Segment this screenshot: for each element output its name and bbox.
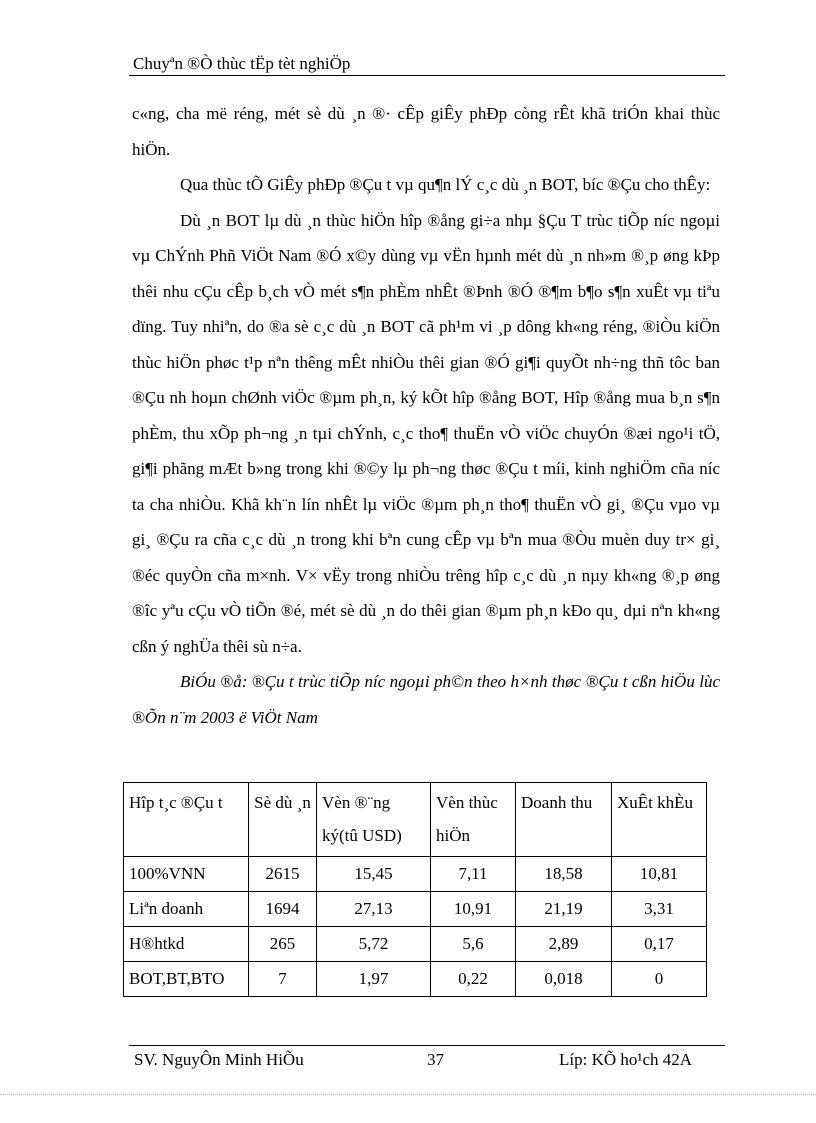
table-cell: 7 [249, 962, 317, 997]
paragraph-1: c«ng, cha më réng, mét sè dù ¸n ®· cÊp giÊy phÐp còng rÊt khã triÓn khai thùc hiÖn. [132, 104, 720, 159]
table-cell: 5,6 [431, 927, 516, 962]
table-cell: 15,45 [317, 857, 431, 892]
table-row [124, 927, 707, 962]
table-row [124, 892, 707, 927]
data-table-container [123, 782, 707, 997]
table-cell: 5,72 [317, 927, 431, 962]
table-cell: BOT,BT,BTO [124, 962, 249, 997]
table-cell: 1,97 [317, 962, 431, 997]
table-cell: 2615 [249, 857, 317, 892]
header-cell: Sè dù ¸n [249, 783, 317, 857]
footer-class: Líp: KÕ ho¹ch 42A [559, 1050, 693, 1069]
investment-table [123, 782, 707, 997]
table-cell: H®htkd [124, 927, 249, 962]
table-cell: 265 [249, 927, 317, 962]
table-cell: Liªn doanh [124, 892, 249, 927]
table-cell: 10,81 [612, 857, 707, 892]
table-cell: 1694 [249, 892, 317, 927]
table-cell: 0 [612, 962, 707, 997]
table-cell: 3,31 [612, 892, 707, 927]
table-cell: 7,11 [431, 857, 516, 892]
table-cell: 27,13 [317, 892, 431, 927]
header-cell: XuÊt khÈu [612, 783, 707, 857]
header-cell: Hîp t¸c ®Çu t [124, 783, 249, 857]
table-cell: 10,91 [431, 892, 516, 927]
table-cell: 18,58 [516, 857, 612, 892]
paragraph-2: Qua thùc tÕ GiÊy phÐp ®Çu t vµ qu¶n lÝ c¸c dù ¸n BOT, bíc ®Çu cho thÊy: [180, 175, 711, 194]
table-cell: 100%VNN [124, 857, 249, 892]
table-row [124, 857, 707, 892]
footer-divider [129, 1045, 725, 1046]
table-cell: 0,018 [516, 962, 612, 997]
table-row [124, 962, 707, 997]
table-header-row [124, 783, 707, 857]
document-body [132, 96, 720, 735]
header-cell: Doanh thu [516, 783, 612, 857]
table-cell: 0,22 [431, 962, 516, 997]
page-header-title: Chuyªn ®Ò thùc tËp tèt nghiÖp [133, 54, 351, 73]
footer-page-number: 37 [427, 1050, 444, 1069]
table-cell: 0,17 [612, 927, 707, 962]
table-cell: 2,89 [516, 927, 612, 962]
page-bottom-edge [0, 1094, 816, 1095]
paragraph-3: Dù ¸n BOT lµ dù ¸n thùc hiÖn hîp ®ång gi÷a nhµ §Çu T trùc tiÕp níc ngoµi vµ ChÝnh Phñ ViÖt Nam ®Ó x©y dùng vµ vËn hµnh mét dù ¸n nh»m ®¸p øng kÞp thêi nhu cÇu cÊp b¸ch vÒ mét s¶n phÈm nhÊt ®Þnh ®Ó ®¶m b¶o s¶n xuÊt vµ tiªu dïng. Tuy nhiªn, do ®a sè c¸c dù ¸n BOT cã ph¹m vi ¸p dông kh«ng réng, ®iÒu kiÖn thùc hiÖn phøc t¹p nªn thêng mÊt nhiÒu thêi gian ®Ó gi¶i quyÕt nh÷ng thñ tôc ban ®Çu nh hoµn chØnh viÖc ®µm ph¸n, ký kÕt hîp ®ång BOT, Hîp ®ång mua b¸n s¶n phÈm, thu xÕp ph¬ng ¸n tµi chÝnh, c¸c tho¶ thuËn vÒ viÖc chuyÓn ®æi ngo¹i tÖ, gi¶i phãng mÆt b»ng trong khi ®©y lµ ph¬ng thøc ®Çu t míi, kinh nghiÖm cña níc ta cha nhiÒu. Khã kh¨n lín nhÊt lµ viÖc ®µm ph¸n tho¶ thuËn vÒ gi¸ ®Çu vµo vµ gi¸ ®Çu ra cña c¸c dù ¸n trong khi bªn cung cÊp vµ bªn mua ®Òu muèn duy tr× gi¸ ®éc quyÒn cña m×nh. V× vËy trong nhiÒu trêng hîp c¸c dù ¸n nµy kh«ng ®¸p øng ®îc yªu cÇu vÒ tiÕn ®é, mét sè dù ¸n do thêi gian ®µm ph¸n kÐo qu¸ dµi nªn kh«ng cßn ý nghÜa thêi sù n÷a. [132, 210, 720, 656]
header-cell: Vèn ®¨ng ký(tû USD) [317, 783, 431, 857]
table-caption: BiÓu ®å: ®Çu t trùc tiÕp níc ngoµi ph©n theo h×nh thøc ®Çu t cßn hiÖu lùc ®Õn n¨m 2003 ë ViÖt Nam [132, 672, 720, 727]
header-divider [129, 75, 725, 76]
footer-author: SV. NguyÔn Minh HiÕu [134, 1050, 304, 1069]
header-cell: Vèn thùc hiÖn [431, 783, 516, 857]
table-cell: 21,19 [516, 892, 612, 927]
